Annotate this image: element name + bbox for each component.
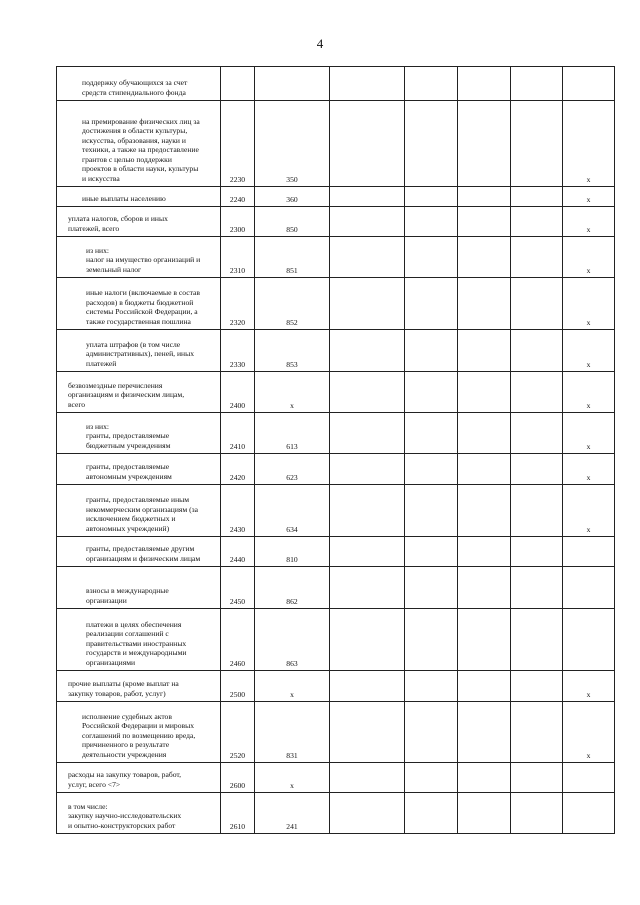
line-code-cell: 2420 [221, 454, 255, 485]
row-name: гранты, предоставляемые иным некоммерческим организациям (за исключением бюджетных и автономных учреждений) [86, 495, 198, 533]
classification-code-cell: x [255, 671, 330, 702]
table-row [57, 567, 615, 609]
value-cell [458, 793, 511, 834]
line-code-cell: 2240 [221, 187, 255, 207]
value-cell [405, 485, 458, 537]
value-cell [458, 101, 511, 187]
classification-code-cell: 831 [255, 702, 330, 763]
value-cell [405, 187, 458, 207]
row-name: взносы в международные организации [86, 586, 169, 605]
value-cell [405, 207, 458, 237]
value-cell [511, 609, 563, 671]
row-name: на премирование физических лиц за достижения в области культуры, искусства, образования, науки и техники, а также на предоставление грантов с целью поддержки проектов в области науки, культуры и искусства [82, 116, 200, 183]
row-name-cell [57, 485, 221, 537]
value-cell [511, 454, 563, 485]
line-code-cell: 2500 [221, 671, 255, 702]
value-cell [330, 537, 405, 567]
value-cell [405, 278, 458, 330]
value-cell [330, 187, 405, 207]
value-cell [330, 671, 405, 702]
value-cell [458, 187, 511, 207]
row-name-cell [57, 567, 221, 609]
last-column-cell: x [563, 101, 615, 187]
value-cell [330, 413, 405, 454]
line-code-cell: 2430 [221, 485, 255, 537]
value-cell [330, 454, 405, 485]
value-cell [405, 237, 458, 278]
value-cell [511, 237, 563, 278]
line-code-cell: 2320 [221, 278, 255, 330]
value-cell [330, 793, 405, 834]
row-name-cell [57, 278, 221, 330]
value-cell [405, 609, 458, 671]
line-code-cell: 2400 [221, 372, 255, 413]
value-cell [458, 372, 511, 413]
value-cell [511, 793, 563, 834]
row-name-cell [57, 537, 221, 567]
value-cell [511, 537, 563, 567]
value-cell [511, 372, 563, 413]
classification-code-cell: 852 [255, 278, 330, 330]
last-column-cell: x [563, 413, 615, 454]
row-name: расходы на закупку товаров, работ, услуг, всего <7> [68, 770, 182, 789]
value-cell [458, 537, 511, 567]
row-name-cell [57, 671, 221, 702]
value-cell [458, 485, 511, 537]
classification-code-cell: x [255, 372, 330, 413]
last-column-cell: x [563, 237, 615, 278]
value-cell [458, 67, 511, 101]
last-column-cell: x [563, 187, 615, 207]
classification-code-cell: 810 [255, 537, 330, 567]
value-cell [330, 485, 405, 537]
line-code-cell: 2310 [221, 237, 255, 278]
last-column-cell [563, 609, 615, 671]
last-column-cell: x [563, 485, 615, 537]
value-cell [330, 702, 405, 763]
value-cell [330, 278, 405, 330]
row-name: уплата налогов, сборов и иных платежей, всего [68, 214, 168, 233]
row-name: из них: налог на имущество организаций и земельный налог [86, 245, 201, 274]
table-row [57, 278, 615, 330]
line-code-cell: 2450 [221, 567, 255, 609]
row-name: поддержку обучающихся за счет средств стипендиального фонда [82, 78, 188, 97]
row-name-cell [57, 702, 221, 763]
value-cell [458, 702, 511, 763]
last-column-cell [563, 567, 615, 609]
last-column-cell: x [563, 372, 615, 413]
classification-code-cell: 241 [255, 793, 330, 834]
line-code-cell: 2460 [221, 609, 255, 671]
last-column-cell: x [563, 330, 615, 372]
last-column-cell: x [563, 207, 615, 237]
row-name-cell [57, 793, 221, 834]
row-name-cell [57, 413, 221, 454]
row-name: прочие выплаты (кроме выплат на закупку товаров, работ, услуг) [68, 679, 179, 698]
table-row [57, 237, 615, 278]
table-row [57, 101, 615, 187]
value-cell [511, 187, 563, 207]
table-row [57, 330, 615, 372]
value-cell [330, 372, 405, 413]
classification-code-cell: 862 [255, 567, 330, 609]
row-name: в том числе: закупку научно-исследовательских и опытно-конструкторских работ [68, 801, 182, 830]
value-cell [405, 413, 458, 454]
value-cell [511, 278, 563, 330]
table-row [57, 187, 615, 207]
classification-code-cell: 634 [255, 485, 330, 537]
value-cell [511, 101, 563, 187]
value-cell [405, 372, 458, 413]
value-cell [511, 763, 563, 793]
row-name: уплата штрафов (в том числе административных), пеней, иных платежей [86, 339, 194, 368]
line-code-cell: 2330 [221, 330, 255, 372]
table-row [57, 207, 615, 237]
value-cell [511, 671, 563, 702]
line-code-cell: 2230 [221, 101, 255, 187]
value-cell [330, 609, 405, 671]
classification-code-cell: 360 [255, 187, 330, 207]
value-cell [511, 567, 563, 609]
classification-code-cell: 863 [255, 609, 330, 671]
row-name-cell [57, 372, 221, 413]
value-cell [511, 330, 563, 372]
row-name: исполнение судебных актов Российской Федерации и мировых соглашений по возмещению вреда, причиненного в результате деятельности учреждения [82, 711, 196, 759]
classification-code-cell: 851 [255, 237, 330, 278]
classification-code-cell: 850 [255, 207, 330, 237]
value-cell [511, 702, 563, 763]
value-cell [330, 207, 405, 237]
value-cell [458, 413, 511, 454]
table-row [57, 609, 615, 671]
line-code-cell: 2520 [221, 702, 255, 763]
value-cell [405, 763, 458, 793]
value-cell [405, 793, 458, 834]
classification-code-cell [255, 67, 330, 101]
table-row [57, 763, 615, 793]
row-name: иные выплаты населению [82, 193, 166, 203]
value-cell [405, 330, 458, 372]
row-name-cell [57, 237, 221, 278]
row-name: иные налоги (включаемые в состав расходов) в бюджеты бюджетной системы Российской Федерации, а также государственная пошлина [86, 288, 200, 326]
classification-code-cell: 613 [255, 413, 330, 454]
row-name: гранты, предоставляемые автономным учреждениям [86, 462, 172, 481]
classification-code-cell: 853 [255, 330, 330, 372]
value-cell [330, 330, 405, 372]
value-cell [458, 609, 511, 671]
row-name: гранты, предоставляемые другим организациям и физическим лицам [86, 544, 201, 563]
table-row [57, 454, 615, 485]
value-cell [458, 330, 511, 372]
table-row [57, 793, 615, 834]
value-cell [405, 537, 458, 567]
value-cell [330, 567, 405, 609]
value-cell [330, 763, 405, 793]
value-cell [458, 207, 511, 237]
table-row [57, 372, 615, 413]
line-code-cell: 2440 [221, 537, 255, 567]
row-name-cell [57, 330, 221, 372]
table-row [57, 485, 615, 537]
row-name: платежи в целях обеспечения реализации соглашений с правительствами иностранных государств и международными организациями [86, 619, 187, 667]
classification-code-cell: x [255, 763, 330, 793]
value-cell [330, 101, 405, 187]
last-column-cell [563, 537, 615, 567]
line-code-cell: 2600 [221, 763, 255, 793]
classification-code-cell: 350 [255, 101, 330, 187]
value-cell [511, 413, 563, 454]
last-column-cell [563, 763, 615, 793]
table-body [57, 67, 615, 834]
page-number: 4 [316, 36, 324, 51]
value-cell [511, 67, 563, 101]
line-code-cell: 2610 [221, 793, 255, 834]
last-column-cell [563, 793, 615, 834]
table-row [57, 702, 615, 763]
row-name-cell [57, 609, 221, 671]
value-cell [458, 567, 511, 609]
value-cell [458, 237, 511, 278]
value-cell [458, 671, 511, 702]
value-cell [458, 278, 511, 330]
value-cell [511, 485, 563, 537]
table-row [57, 671, 615, 702]
value-cell [458, 763, 511, 793]
row-name-cell [57, 207, 221, 237]
value-cell [405, 454, 458, 485]
value-cell [330, 237, 405, 278]
value-cell [458, 454, 511, 485]
row-name-cell [57, 454, 221, 485]
table-row [57, 537, 615, 567]
table-row [57, 413, 615, 454]
last-column-cell: x [563, 454, 615, 485]
last-column-cell [563, 67, 615, 101]
row-name-cell [57, 67, 221, 101]
table-row [57, 67, 615, 101]
last-column-cell: x [563, 702, 615, 763]
value-cell [405, 567, 458, 609]
line-code-cell: 2410 [221, 413, 255, 454]
line-code-cell: 2300 [221, 207, 255, 237]
value-cell [405, 67, 458, 101]
value-cell [405, 671, 458, 702]
row-name-cell [57, 101, 221, 187]
line-code-cell [221, 67, 255, 101]
last-column-cell: x [563, 671, 615, 702]
value-cell [405, 702, 458, 763]
value-cell [330, 67, 405, 101]
classification-code-cell: 623 [255, 454, 330, 485]
row-name: из них: гранты, предоставляемые бюджетным учреждениям [86, 421, 171, 450]
value-cell [511, 207, 563, 237]
last-column-cell: x [563, 278, 615, 330]
row-name-cell [57, 187, 221, 207]
row-name: безвозмездные перечисления организациям и физическим лицам, всего [68, 380, 185, 409]
row-name-cell [57, 763, 221, 793]
value-cell [405, 101, 458, 187]
budget-table [56, 66, 615, 834]
